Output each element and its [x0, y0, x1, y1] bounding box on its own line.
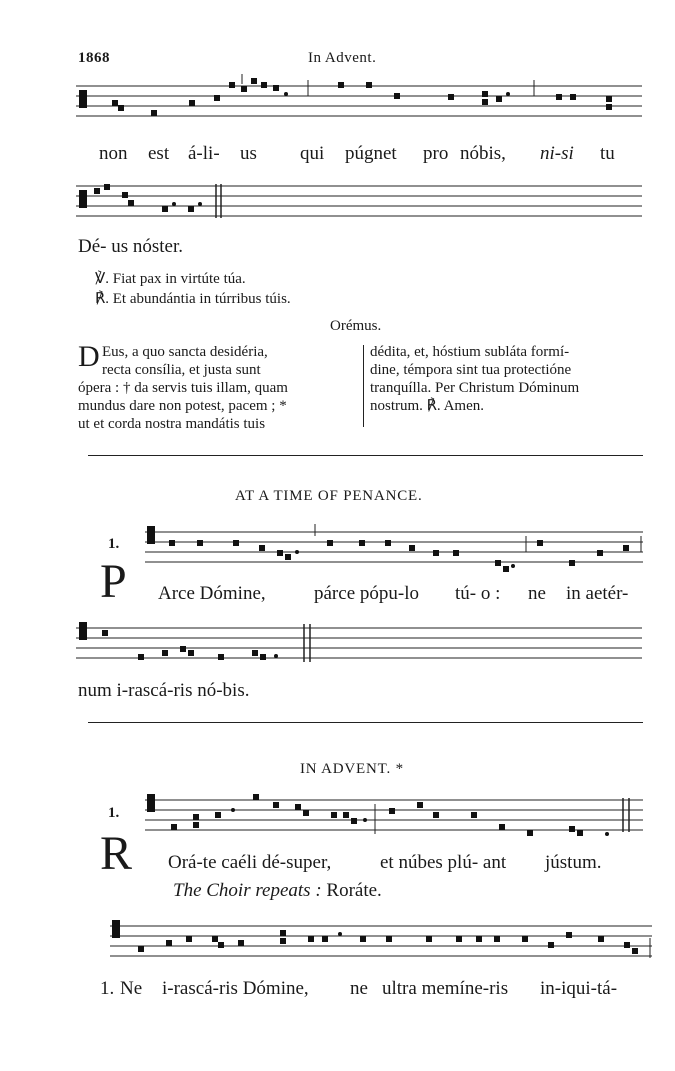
syllable: est: [148, 143, 170, 164]
response: ℟. Et abundántia in túrribus túis.: [95, 291, 291, 307]
choir-label: The Choir repeats :: [173, 880, 322, 901]
chant-staff-2: [76, 180, 644, 224]
section-rule: [88, 455, 643, 456]
prayer-line: Eus, a quo sancta desidéria,: [102, 344, 268, 360]
prayer-line: ut et corda nostra mandátis tuis: [78, 416, 266, 432]
prayer-line: nostrum. ℟. Amen.: [370, 398, 485, 414]
choir-repeats-line: [173, 880, 382, 902]
syllable: jústum.: [545, 852, 602, 873]
syllable: Ne: [120, 978, 143, 999]
syllable: ultra memíne-ris: [382, 978, 509, 999]
syllable: nóbis,: [460, 143, 506, 164]
syllable: Arce Dómine,: [158, 583, 266, 604]
section-rule: [88, 722, 643, 723]
syllable: non: [99, 143, 128, 164]
chant-staff-4: [76, 620, 644, 670]
prayer-right-column: [370, 343, 645, 415]
syllable: et núbes plú- ant: [380, 852, 507, 873]
running-title: In Advent.: [308, 50, 377, 66]
section-title-penance: AT A TIME OF PENANCE.: [235, 488, 423, 504]
prayer-left-column: [78, 340, 360, 433]
syllable: tú- o :: [455, 583, 501, 604]
oremus-title: Orémus.: [330, 318, 382, 334]
chant-staff-5: [145, 790, 645, 844]
syllable: in-iqui-tá-: [540, 978, 618, 999]
lyric-line-4: num i-rascá-ris nó-bis.: [78, 680, 250, 701]
prayer-line: tranquílla. Per Christum Dóminum: [370, 380, 580, 396]
column-divider: [363, 345, 364, 427]
syllable: ni-si: [540, 143, 574, 164]
syllable: párce pópu-lo: [314, 583, 419, 604]
initial-capital-r: R: [100, 827, 133, 880]
initial-capital-p: P: [100, 555, 127, 608]
versicle: ℣. Fiat pax in virtúte túa.: [95, 271, 246, 287]
lyric-line-2: Dé- us nóster.: [78, 236, 184, 257]
choir-text: Roráte.: [326, 880, 382, 901]
syllable: á-li-: [188, 143, 220, 164]
syllable: pro: [423, 143, 449, 164]
syllable: tu: [600, 143, 615, 164]
syllable: i-rascá-ris Dómine,: [162, 978, 309, 999]
syllable: qui: [300, 143, 325, 164]
chant-number: 1.: [108, 805, 120, 821]
syllable: Orá-te caéli dé-super,: [168, 852, 332, 873]
syllable: in aetér-: [566, 583, 629, 604]
prayer-line: ópera : † da servis tuis illam, quam: [78, 380, 288, 396]
chant-staff-3: [145, 522, 645, 572]
syllable: púgnet: [345, 143, 397, 164]
prayer-line: recta consília, et justa sunt: [102, 362, 261, 378]
verse-number: 1.: [100, 978, 115, 999]
syllable: ne: [350, 978, 368, 999]
prayer-dropcap: D: [78, 340, 100, 373]
prayer-line: dine, témpora sint tua protectióne: [370, 362, 572, 378]
prayer-line: mundus dare non potest, pacem ; *: [78, 398, 287, 414]
prayer-line: dédita, et, hóstium subláta formí-: [370, 344, 570, 360]
section-title-advent: IN ADVENT. *: [300, 761, 404, 777]
chant-staff-6: [110, 918, 655, 968]
chant-number: 1.: [108, 536, 120, 552]
syllable: us: [240, 143, 257, 164]
syllable: ne: [528, 583, 546, 604]
page-number: 1868: [78, 50, 110, 66]
chant-staff-1: [76, 74, 644, 124]
